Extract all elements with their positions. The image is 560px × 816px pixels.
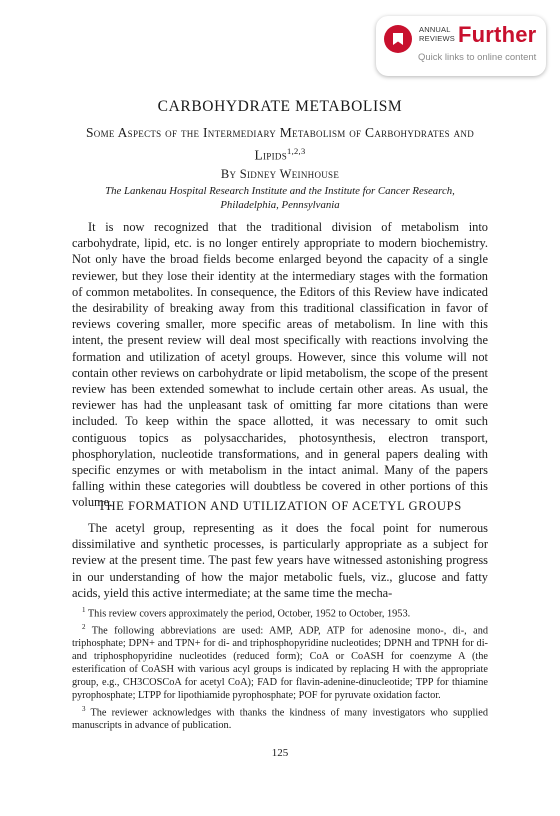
footnote-text: The reviewer acknowledges with thanks the kindness of many investigators who supplied manuscripts in advance of publication.	[72, 706, 488, 732]
quick-links-label: Quick links to online content	[418, 52, 537, 63]
page-number: 125	[271, 747, 289, 759]
article-subtitle-text: Some Aspects of the Intermediary Metabolism of Carbohydrates and Lipids	[85, 125, 475, 163]
footnote-mark: 2	[82, 622, 86, 631]
annual-reviews-logo-icon	[384, 25, 412, 53]
annual-reviews-further-badge[interactable]	[376, 16, 546, 76]
footnote-mark: 3	[82, 704, 86, 713]
footnote-text: This review covers approximately the period, October, 1952 to October, 1953.	[87, 608, 411, 620]
author-byline: By Sidney Weinhouse	[220, 167, 340, 181]
footnote-mark: 1	[82, 606, 86, 614]
article-title: CARBOHYDRATE METABOLISM	[157, 98, 403, 115]
footnote-2	[72, 621, 488, 703]
section-paragraph: The acetyl group, representing as it does the focal point for numerous dissimilative and synthetic processes, is particularly appropriate as a subject for review at the present time. The past few years have witnessed astonishing progress in our understanding of how the major metabolic fuels, viz., glucose and fatty acids, yield this active intermediate; at the same time the mecha-	[72, 521, 488, 600]
footnote-text: The following abbreviations are used: AMP, ADP, ATP for adenosine mono-, di-, and triphosphate; DPN+ and TPN+ for di- and triphosphopyridine nucleotides; DPNH and TPNH for di- and triphosphopyridine nucleotides (reduced form); CoA or CoASH for coenzyme A (the esterification of CoASH with various acyl groups is indicated by replacing H with the appropriate group, e.g., CH3COSCoA for acetyl CoA); FAD for flavin-adenine-dinucleotide; TPP for thiamine pyrophosphate; LTPP for lipothiamide pyrophosphate; POF for pyruvate oxidation factor.	[72, 624, 488, 702]
annual-reviews-label: ANNUAL REVIEWS	[419, 25, 455, 43]
footnote-3	[72, 703, 488, 733]
intro-paragraph: It is now recognized that the traditional division of metabolism into carbohydrate, lipid, etc. is no longer entirely appropriate to modern biochemistry. Not only have the broad fields become enlarged beyond the capacity of a single reviewer, but they lose their identity at the intermediary stages with the formation of common metabolites. In consequence, the Editors of this Review have indicated the desirability of breaking away from this traditional classification in favor of reviews covering smaller, more specific areas of metabolism. In line with this intent, the present review will deal most specifically with reactions involving the formation and utilization of acetyl groups. However, since this volume will not contain other reviews on carbohydrate or lipid metabolism, the scope of the present review has been extended somewhat to include certain other areas. As usual, the reviewer has had the unpleasant task of omitting far more citations than were included. To keep within the space allotted, it was necessary to omit such contiguous topics as polysaccharides, photosynthesis, electron transport, phosphorylation, nucleotide transformations, and in general papers dealing with specific enzymes or with metabolism in the intact animal. Many of the papers falling within these categories will doubtless be covered in other portions of this volume.	[72, 220, 488, 510]
footnote-1	[72, 604, 488, 621]
footnotes	[72, 604, 488, 732]
author-affiliation: The Lankenau Hospital Research Institute and the Institute for Cancer Research, Philadelphia, Pennsylvania	[105, 185, 455, 211]
subtitle-footnote-refs: 1,2,3	[287, 146, 306, 156]
section-heading: THE FORMATION AND UTILIZATION OF ACETYL GROUPS	[98, 499, 462, 513]
article-subtitle	[60, 124, 500, 165]
further-label: Further	[458, 22, 537, 47]
